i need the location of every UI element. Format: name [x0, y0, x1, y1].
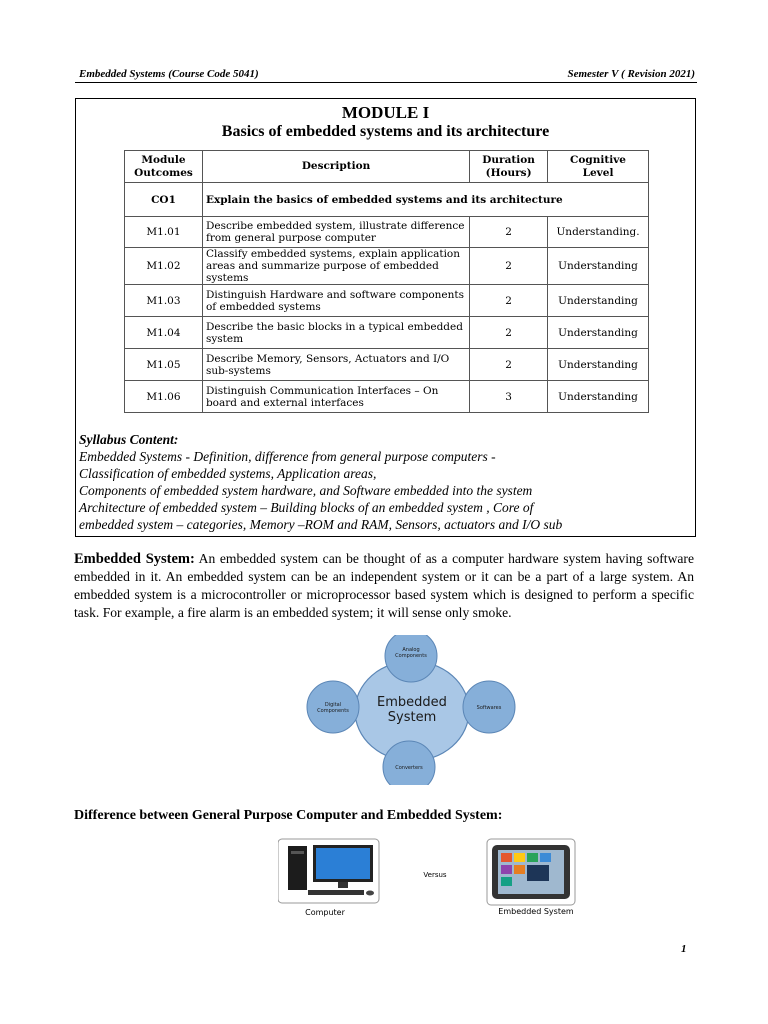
diagram-node-label: Components	[395, 653, 427, 659]
intro-term: Embedded System:	[74, 551, 195, 567]
syllabus-line: Classification of embedded systems, Application areas,	[79, 466, 377, 481]
diagram-center-label: Embedded	[377, 695, 447, 710]
diagram-node-label: Digital	[324, 702, 342, 708]
col-header-outcomes	[125, 151, 203, 183]
running-header	[75, 68, 697, 83]
col-header-outcomes-label: Module Outcomes	[134, 153, 193, 179]
outcome-hours: 3	[470, 381, 548, 413]
outcomes-table	[124, 150, 649, 413]
outcome-code: M1.04	[125, 317, 203, 349]
outcome-hours: 2	[470, 349, 548, 381]
embedded-system-label: Embedded System	[498, 907, 574, 916]
header-semester: Semester V ( Revision 2021)	[567, 68, 695, 80]
outcome-level: Understanding	[548, 349, 649, 381]
syllabus-line: embedded system – categories, Memory –ROM and RAM, Sensors, actuators and I/O sub	[79, 517, 563, 532]
diagram-node-label: Analog	[402, 647, 420, 653]
table-row	[125, 285, 649, 317]
diagram-node-label: Components	[317, 708, 349, 714]
table-row	[125, 349, 649, 381]
co-row	[125, 183, 649, 217]
table-header-row	[125, 151, 649, 183]
module-title: MODULE I	[341, 103, 430, 122]
syllabus-content	[79, 431, 691, 533]
outcome-code: M1.01	[125, 217, 203, 248]
header-course: Embedded Systems (Course Code 5041)	[79, 68, 259, 80]
outcome-level: Understanding	[548, 248, 649, 285]
syllabus-heading: Syllabus Content:	[79, 432, 179, 447]
embedded-system-diagram	[300, 635, 525, 785]
module-box	[75, 98, 696, 537]
computer-vs-embedded-figure	[278, 836, 578, 921]
syllabus-line: Architecture of embedded system – Building blocks of an embedded system , Core of	[79, 500, 534, 515]
outcome-description: Describe the basic blocks in a typical embedded system	[202, 317, 469, 349]
outcome-level: Understanding	[548, 285, 649, 317]
difference-heading: Difference between General Purpose Computer and Embedded System:	[74, 808, 503, 823]
outcome-level: Understanding	[548, 381, 649, 413]
table-row	[125, 317, 649, 349]
outcome-hours: 2	[470, 217, 548, 248]
co-text: Explain the basics of embedded systems and its architecture	[202, 183, 648, 217]
outcome-description: Classify embedded systems, explain application areas and summarize purpose of embedded systems	[202, 248, 469, 285]
diagram-center-label: System	[387, 710, 437, 725]
co-code: CO1	[125, 183, 203, 217]
embedded-device-illustration	[487, 839, 575, 905]
outcome-code: M1.06	[125, 381, 203, 413]
table-row	[125, 217, 649, 248]
outcome-description: Distinguish Hardware and software components of embedded systems	[202, 285, 469, 317]
col-header-cognitive-label: Cognitive Level	[570, 153, 626, 179]
computer-illustration	[278, 839, 379, 903]
intro-paragraph	[74, 550, 694, 622]
outcome-hours: 2	[470, 317, 548, 349]
col-header-description	[202, 151, 469, 183]
table-row	[125, 381, 649, 413]
diagram-node-label: Converters	[395, 765, 423, 771]
syllabus-line: Components of embedded system hardware, and Software embedded into the system	[79, 483, 533, 498]
outcome-description: Describe embedded system, illustrate difference from general purpose computer	[202, 217, 469, 248]
versus-label: Versus	[423, 871, 447, 879]
table-row	[125, 248, 649, 285]
outcome-level: Understanding.	[548, 217, 649, 248]
col-header-cognitive	[548, 151, 649, 183]
outcome-description: Describe Memory, Sensors, Actuators and I/O sub-systems	[202, 349, 469, 381]
syllabus-line: Embedded Systems - Definition, difference from general purpose computers -	[79, 449, 496, 464]
col-header-duration-label: Duration (Hours)	[482, 153, 535, 179]
outcome-code: M1.02	[125, 248, 203, 285]
module-subtitle: Basics of embedded systems and its architecture	[221, 123, 550, 140]
outcome-description: Distinguish Communication Interfaces – On board and external interfaces	[202, 381, 469, 413]
page-number: 1	[681, 943, 687, 955]
outcome-code: M1.05	[125, 349, 203, 381]
computer-label: Computer	[305, 908, 345, 917]
col-header-duration	[470, 151, 548, 183]
outcome-hours: 2	[470, 285, 548, 317]
outcome-level: Understanding	[548, 317, 649, 349]
outcome-code: M1.03	[125, 285, 203, 317]
col-header-description-label: Description	[301, 160, 371, 172]
diagram-node-label: Softwares	[476, 705, 502, 711]
outcome-hours: 2	[470, 248, 548, 285]
intro-text: An embedded system can be thought of as a computer hardware system having software embedded in it. An embedded system can be an independent system or it can be a part of a large system. An embedded system is a microcontroller or microprocessor based system which is designed to perform a specific task. For example, a fire alarm is an embedded system; it will sense only smoke.	[74, 551, 694, 620]
